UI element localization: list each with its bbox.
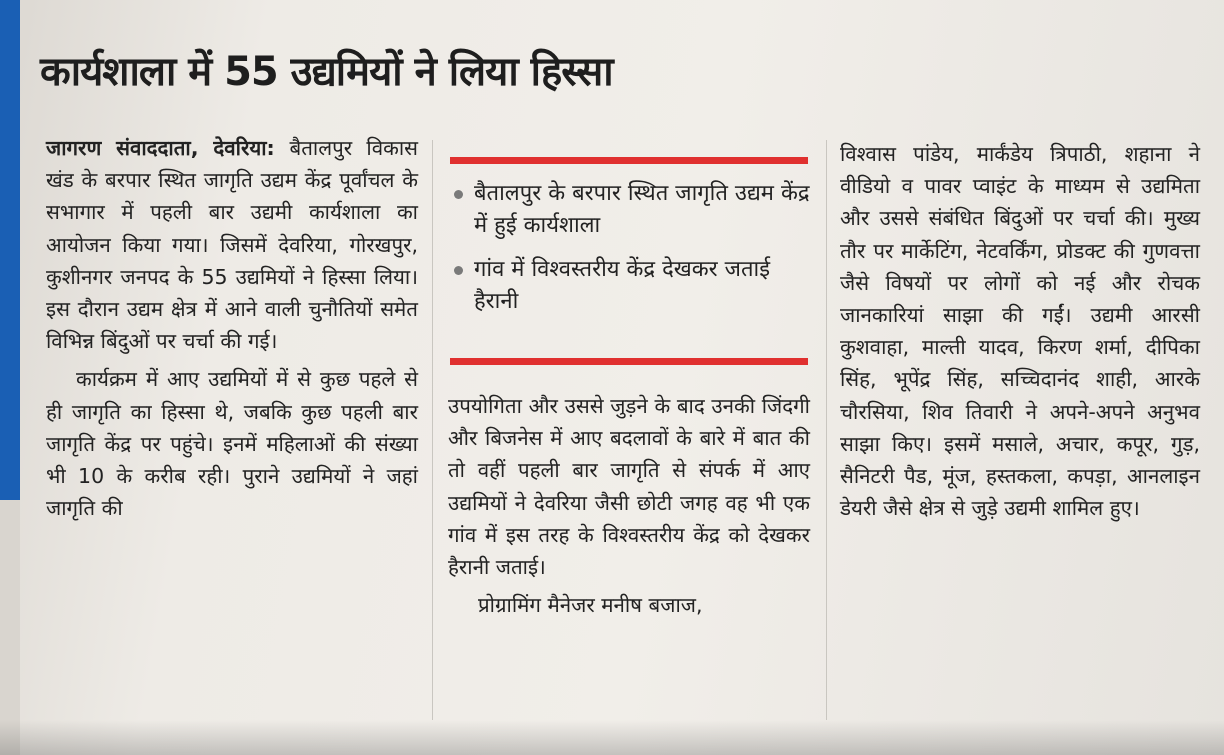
bullet-icon xyxy=(454,266,463,275)
column2-paragraph-1: उपयोगिता और उससे जुड़ने के बाद उनकी जिंदगी और बिजनेस में आए बदलावों के बारे में बात की तो वहीं पहली बार जागृति से संपर्क में आए उद्यमियों ने देवरिया जैसी छोटी जगह वह भी एक गांव में इस तरह के विश्वस्तरीय केंद्र को देखकर हैरानी जताई। xyxy=(448,394,810,580)
article-column-1 xyxy=(46,132,418,524)
highlight-text: बैतालपुर के बरपार स्थित जागृति उद्यम केंद्र में हुई कार्यशाला xyxy=(474,181,810,238)
article-headline: कार्यशाला में 55 उद्यमियों ने लिया हिस्सा xyxy=(40,49,613,95)
column-divider xyxy=(826,140,827,720)
bullet-icon xyxy=(454,190,463,199)
edge-shadow xyxy=(0,500,20,755)
bottom-shadow xyxy=(0,720,1224,755)
highlight-bottom-rule xyxy=(450,358,808,365)
column3-paragraph-1: विश्वास पांडेय, मार्कंडेय त्रिपाठी, शहाना ने वीडियो व पावर प्वाइंट के माध्यम से उद्यमिता और उससे संबंधित बिंदुओं पर चर्चा की। मुख्य तौर पर मार्केटिंग, नेटवर्किंग, प्रोडक्ट की गुणवत्ता जैसे विषयों पर लोगों को नई और रोचक जानकारियां साझा की गईं। उद्यमी आरसी कुशवाहा, माल्ती यादव, किरण शर्मा, दीपिका सिंह, भूपेंद्र सिंह, सच्चिदानंद शाही, आरके चौरसिया, शिव तिवारी ने अपने-अपने अनुभव साझा किए। इसमें मसाले, अचार, कपूर, गुड़, सैनिटरी पैड, मूंज, हस्तकला, कपड़ा, आनलाइन डेयरी जैसे क्षेत्र से जुड़े उद्यमी शामिल हुए। xyxy=(840,142,1200,521)
highlight-text: गांव में विश्वस्तरीय केंद्र देखकर जताई हैरानी xyxy=(474,257,771,314)
blue-edge-strip xyxy=(0,0,20,500)
column2-paragraph-2: प्रोग्रामिंग मैनेजर मनीष बजाज, xyxy=(478,593,703,618)
column1-paragraph-2: कार्यक्रम में आए उद्यमियों में से कुछ पहले से ही जागृति का हिस्सा थे, जबकि कुछ पहली बार जागृति केंद्र पर पहुंचे। इनमें महिलाओं की संख्या भी 10 के करीब रही। पुराने उद्यमियों ने जहां जागृति की xyxy=(46,367,418,521)
highlight-item xyxy=(452,254,812,318)
highlight-top-rule xyxy=(450,157,808,164)
column1-paragraph-1: बैतालपुर विकास खंड के बरपार स्थित जागृति उद्यम केंद्र पूर्वांचल के सभागार में पहली बार उद्यमी कार्यशाला का आयोजन किया गया। जिसमें देवरिया, गोरखपुर, कुशीनगर जनपद के 55 उद्यमियों ने हिस्सा लिया। इस दौरान उद्यम क्षेत्र में आने वाली चुनौतियों समेत विभिन्न बिंदुओं पर चर्चा की गई। xyxy=(46,136,418,354)
highlight-item xyxy=(452,178,812,242)
byline: जागरण संवाददाता, देवरिया: xyxy=(46,136,290,160)
column-divider xyxy=(432,140,433,720)
article-column-3 xyxy=(840,138,1200,524)
article-column-2 xyxy=(448,390,810,621)
highlight-box xyxy=(452,178,812,330)
